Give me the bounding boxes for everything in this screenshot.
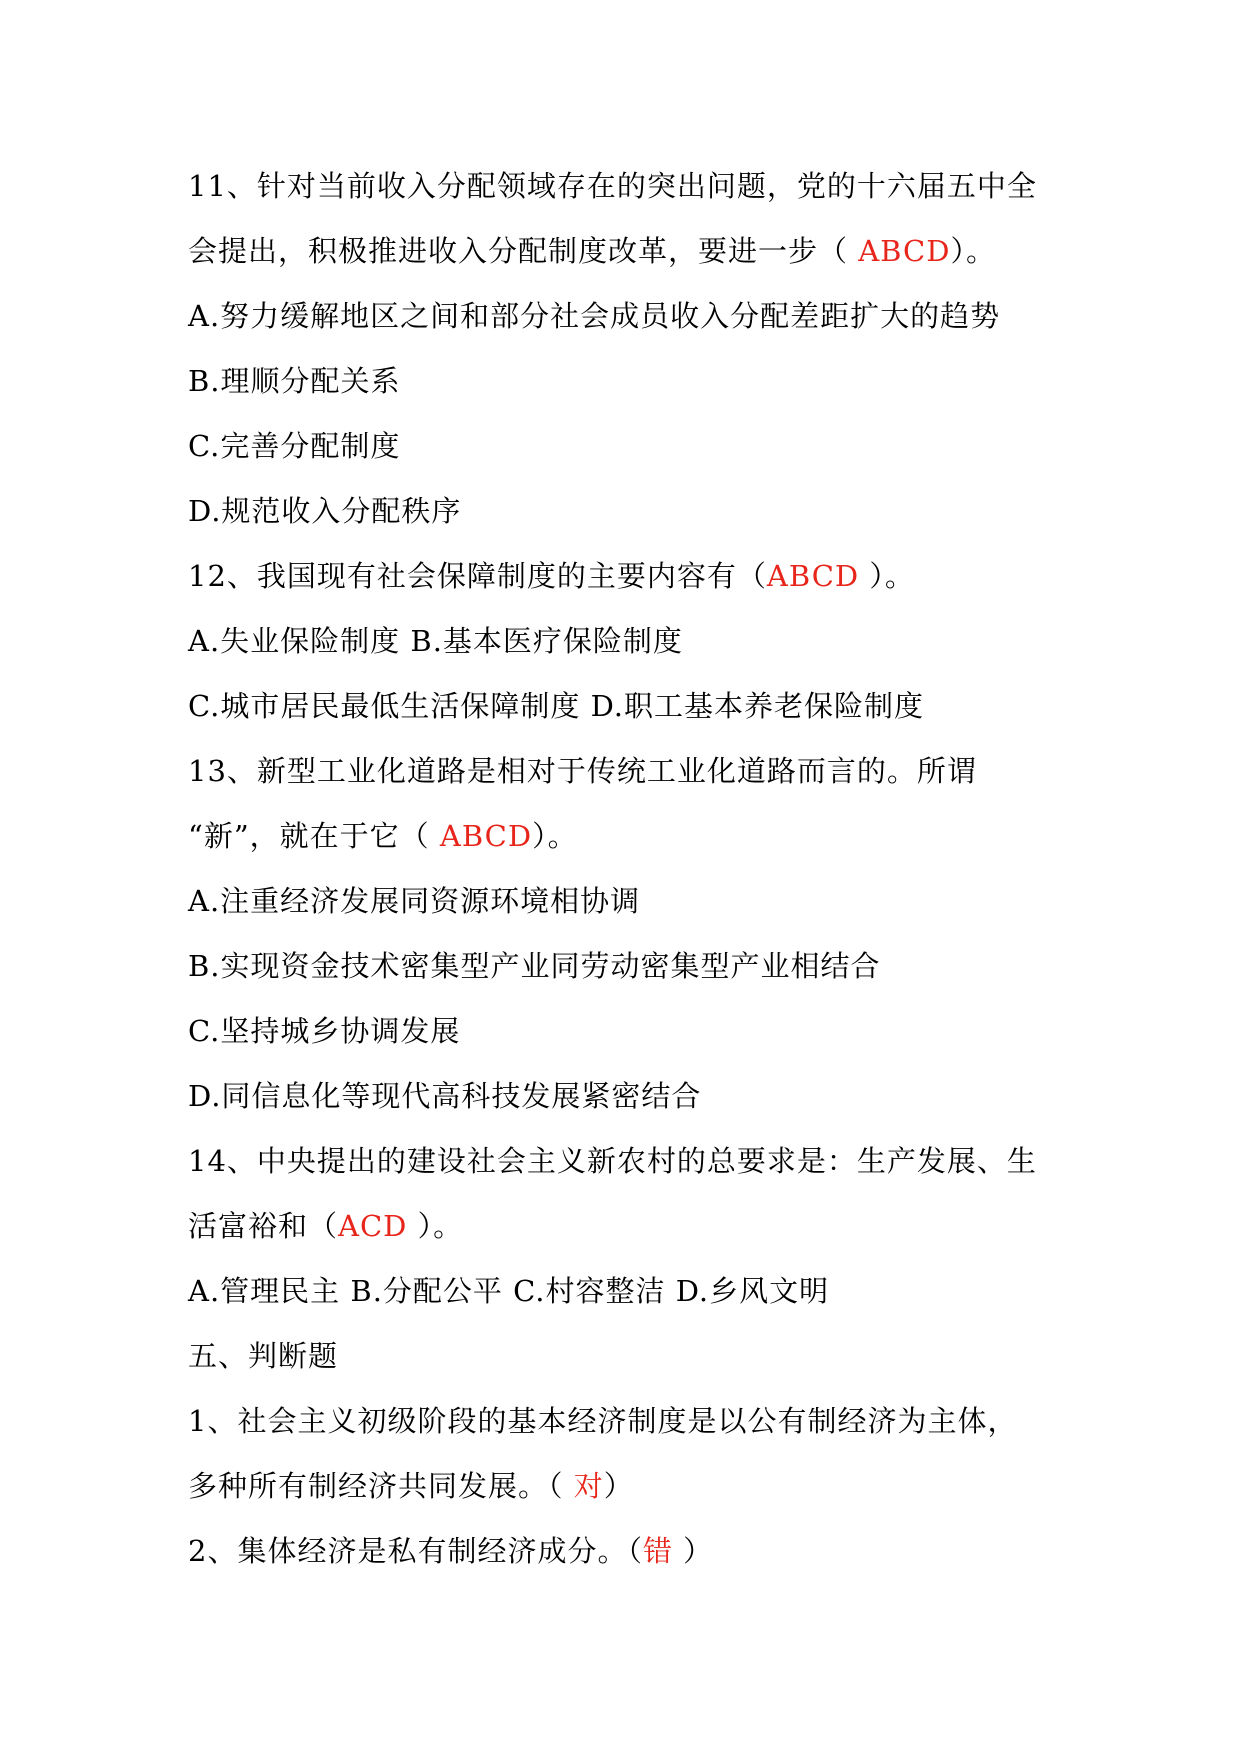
q14-options: A.管理民主 B.分配公平 C.村容整洁 D.乡风文明 bbox=[188, 1274, 830, 1308]
q14-stem-line-2 bbox=[188, 1194, 1068, 1259]
q11-option-a: A.努力缓解地区之间和部分社会成员收入分配差距扩大的趋势 bbox=[188, 299, 1001, 333]
q14-stem-line-1: 14、中央提出的建设社会主义新农村的总要求是：生产发展、生 bbox=[188, 1144, 1037, 1178]
judge2-post: ） bbox=[672, 1534, 714, 1568]
q14-stem-post: ）。 bbox=[407, 1209, 464, 1243]
judge1-pre: 多种所有制经济共同发展。（ bbox=[188, 1469, 574, 1503]
q11-stem-pre: 会提出，积极推进收入分配制度改革，要进一步（ bbox=[188, 234, 859, 268]
q12-stem-pre: 12、我国现有社会保障制度的主要内容有（ bbox=[188, 559, 767, 593]
q11-option-d: D.规范收入分配秩序 bbox=[188, 494, 462, 528]
section-title: 五、判断题 bbox=[188, 1339, 339, 1373]
q14-answer: ACD bbox=[338, 1209, 408, 1243]
q13-option-a: A.注重经济发展同资源环境相协调 bbox=[188, 884, 641, 918]
q11-stem-line-1: 11、针对当前收入分配领域存在的突出问题，党的十六届五中全 bbox=[188, 169, 1037, 203]
q12-stem-post: ）。 bbox=[859, 559, 915, 593]
q13-answer: ABCD bbox=[439, 819, 533, 853]
q13-option-b: B.实现资金技术密集型产业同劳动密集型产业相结合 bbox=[188, 949, 881, 983]
q12-options-ab: A.失业保险制度 B.基本医疗保险制度 bbox=[188, 624, 683, 658]
q13-stem-pre: “新”，就在于它（ bbox=[188, 819, 440, 853]
q11-option-c: C.完善分配制度 bbox=[188, 429, 401, 463]
q13-stem-line-2 bbox=[188, 804, 1068, 869]
document-body bbox=[188, 154, 1068, 1584]
q11-stem-line-2 bbox=[188, 219, 1068, 284]
judge1-post: ） bbox=[603, 1469, 634, 1503]
q11-answer: ABCD bbox=[858, 234, 951, 268]
judge2-answer: 错 bbox=[642, 1534, 673, 1568]
q11-option-b: B.理顺分配关系 bbox=[188, 364, 401, 398]
judge1-line-2 bbox=[188, 1454, 1068, 1519]
q12-answer: ABCD bbox=[766, 559, 860, 593]
q13-option-c: C.坚持城乡协调发展 bbox=[188, 1014, 461, 1048]
q13-stem-post: ）。 bbox=[532, 819, 578, 853]
judge2-line bbox=[188, 1519, 1068, 1584]
judge1-answer: 对 bbox=[573, 1469, 604, 1503]
q14-stem-pre: 活富裕和（ bbox=[188, 1209, 339, 1243]
q13-option-d: D.同信息化等现代高科技发展紧密结合 bbox=[188, 1079, 702, 1113]
q12-options-cd: C.城市居民最低生活保障制度 D.职工基本养老保险制度 bbox=[188, 689, 925, 723]
q11-stem-post: ）。 bbox=[950, 234, 996, 268]
judge2-pre: 2、集体经济是私有制经济成分。（ bbox=[188, 1534, 643, 1568]
q13-stem-line-1: 13、新型工业化道路是相对于传统工业化道路而言的。所谓 bbox=[188, 754, 977, 788]
q12-stem bbox=[188, 544, 1068, 609]
judge1-line-1: 1、社会主义初级阶段的基本经济制度是以公有制经济为主体， bbox=[188, 1404, 1018, 1438]
